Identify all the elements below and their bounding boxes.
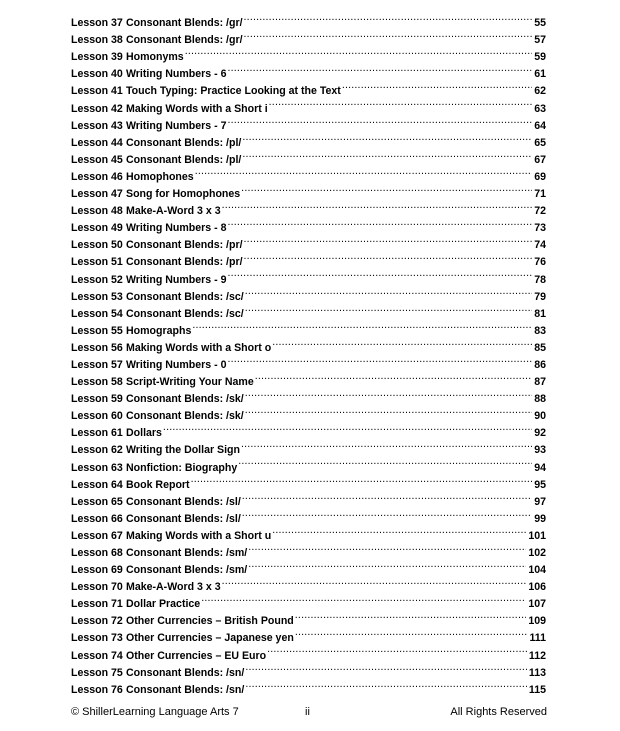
toc-page-number: 59 bbox=[534, 51, 546, 64]
toc-lesson-number: Lesson 73 bbox=[71, 632, 123, 645]
toc-lesson-title: Consonant Blends: /gr/ bbox=[126, 34, 243, 47]
toc-lesson-number: Lesson 42 bbox=[71, 102, 123, 115]
toc-dot-leader bbox=[342, 77, 532, 94]
toc-page-number: 97 bbox=[534, 495, 546, 508]
toc-page-number: 73 bbox=[534, 222, 546, 235]
toc-page-number: 64 bbox=[534, 119, 546, 132]
toc-page-number: 104 bbox=[528, 564, 546, 577]
toc-lesson-number: Lesson 51 bbox=[71, 256, 123, 269]
toc-lesson-title: Homonyms bbox=[126, 51, 184, 64]
toc-lesson-number: Lesson 67 bbox=[71, 529, 123, 542]
toc-lesson-number: Lesson 43 bbox=[71, 119, 123, 132]
toc-lesson-number: Lesson 48 bbox=[71, 205, 123, 218]
toc-lesson-number: Lesson 69 bbox=[71, 564, 123, 577]
toc-lesson-number: Lesson 54 bbox=[71, 307, 123, 320]
toc-lesson-title: Dollars bbox=[126, 427, 162, 440]
toc-dot-leader bbox=[245, 402, 532, 419]
toc-lesson-title: Consonant Blends: /sm/ bbox=[126, 547, 248, 559]
toc-page-number: 65 bbox=[534, 136, 546, 149]
toc-page-number: 57 bbox=[534, 34, 546, 47]
toc-page-number: 86 bbox=[534, 358, 546, 371]
toc-dot-leader bbox=[295, 607, 527, 624]
toc-lesson-number: Lesson 53 bbox=[71, 290, 123, 303]
toc-lesson-title: Song for Homophones bbox=[126, 188, 241, 201]
toc-page-number: 102 bbox=[528, 547, 546, 559]
toc-lesson-number: Lesson 50 bbox=[71, 239, 123, 252]
toc-lesson-number: Lesson 46 bbox=[71, 170, 123, 183]
toc-page-number: 93 bbox=[534, 444, 546, 457]
toc-page-number: 79 bbox=[534, 290, 546, 303]
toc-lesson-title: Consonant Blends: /pl/ bbox=[126, 153, 242, 166]
toc-page-number: 109 bbox=[528, 615, 546, 628]
toc-dot-leader bbox=[245, 300, 532, 317]
toc-lesson-number: Lesson 37 bbox=[71, 17, 123, 30]
footer-copyright: © ShillerLearning Language Arts 7 bbox=[71, 706, 239, 718]
toc-dot-leader bbox=[222, 197, 533, 214]
toc-lesson-title: Touch Typing: Practice Looking at the Text bbox=[126, 85, 341, 98]
toc-page-number: 63 bbox=[534, 102, 546, 115]
toc-page-number: 81 bbox=[534, 307, 546, 320]
toc-lesson-number: Lesson 60 bbox=[71, 410, 123, 423]
toc-page-number: 69 bbox=[534, 170, 546, 183]
toc-lesson-number: Lesson 59 bbox=[71, 393, 123, 406]
toc-page-number: 95 bbox=[534, 478, 546, 491]
toc-lesson-title: Consonant Blends: /gr/ bbox=[126, 17, 243, 30]
toc-lesson-number: Lesson 38 bbox=[71, 34, 123, 47]
toc-page-number: 67 bbox=[534, 153, 546, 166]
toc-lesson-number: Lesson 76 bbox=[71, 683, 123, 696]
toc-lesson-title: Nonfiction: Biography bbox=[126, 461, 238, 474]
toc-page-number: 106 bbox=[528, 581, 546, 594]
toc-dot-leader bbox=[245, 676, 527, 693]
toc-page-number: 90 bbox=[534, 410, 546, 423]
toc-lesson-title: Homophones bbox=[126, 170, 194, 183]
toc-lesson-number: Lesson 71 bbox=[71, 598, 123, 611]
footer-rights: All Rights Reserved bbox=[450, 706, 547, 718]
toc-dot-leader bbox=[244, 26, 533, 43]
toc-lesson-number: Lesson 64 bbox=[71, 478, 123, 491]
toc-dot-leader bbox=[241, 436, 532, 453]
toc-lesson-title: Consonant Blends: /sl/ bbox=[126, 495, 241, 508]
toc-page-number: 115 bbox=[528, 683, 546, 696]
toc-lesson-number: Lesson 68 bbox=[71, 547, 123, 559]
toc-lesson-number: Lesson 65 bbox=[71, 495, 123, 508]
toc-lesson-number: Lesson 74 bbox=[71, 649, 123, 662]
toc-dot-leader bbox=[227, 112, 532, 129]
toc-page-number: 94 bbox=[534, 461, 546, 474]
toc-page-number: 101 bbox=[528, 529, 546, 542]
toc-page-number: 88 bbox=[534, 393, 546, 406]
toc-page-number: 111 bbox=[529, 632, 546, 645]
toc-dot-leader bbox=[269, 94, 533, 111]
toc-dot-leader bbox=[185, 43, 533, 60]
toc-dot-leader bbox=[191, 471, 533, 488]
toc-lesson-number: Lesson 61 bbox=[71, 427, 123, 440]
toc-dot-leader bbox=[267, 641, 527, 658]
toc-lesson-number: Lesson 70 bbox=[71, 581, 123, 594]
toc-lesson-number: Lesson 66 bbox=[71, 512, 123, 525]
toc-lesson-title: Writing Numbers - 0 bbox=[126, 358, 227, 371]
toc-dot-leader bbox=[248, 539, 526, 556]
toc-page-number: 62 bbox=[534, 85, 546, 98]
toc-dot-leader bbox=[242, 505, 532, 522]
toc-lesson-title: Consonant Blends: /sl/ bbox=[126, 512, 241, 525]
toc-lesson-title: Homographs bbox=[126, 324, 192, 337]
toc-dot-leader bbox=[245, 283, 532, 300]
toc-lesson-title: Writing Numbers - 9 bbox=[126, 273, 227, 286]
toc-dot-leader bbox=[192, 317, 532, 334]
table-of-contents bbox=[71, 9, 546, 696]
toc-dot-leader bbox=[295, 624, 528, 641]
toc-lesson-title: Writing Numbers - 8 bbox=[126, 222, 227, 235]
toc-lesson-number: Lesson 75 bbox=[71, 666, 123, 679]
toc-page-number: 78 bbox=[534, 273, 546, 286]
toc-dot-leader bbox=[227, 265, 532, 282]
toc-lesson-title: Writing Numbers - 7 bbox=[126, 119, 227, 132]
toc-dot-leader bbox=[244, 9, 533, 26]
toc-lesson-title: Consonant Blends: /pr/ bbox=[126, 239, 243, 252]
toc-lesson-title: Writing Numbers - 6 bbox=[126, 68, 227, 81]
toc-dot-leader bbox=[244, 248, 533, 265]
toc-lesson-number: Lesson 58 bbox=[71, 376, 123, 389]
toc-page-number: 85 bbox=[534, 341, 546, 354]
toc-dot-leader bbox=[248, 556, 526, 573]
toc-lesson-title: Writing the Dollar Sign bbox=[126, 444, 240, 457]
toc-lesson-title: Other Currencies – EU Euro bbox=[126, 649, 267, 662]
toc-dot-leader bbox=[255, 368, 532, 385]
toc-page-number: 61 bbox=[534, 68, 546, 81]
toc-lesson-number: Lesson 41 bbox=[71, 85, 123, 98]
footer-page-number: ii bbox=[305, 706, 310, 718]
toc-page-number: 87 bbox=[534, 376, 546, 389]
toc-dot-leader bbox=[272, 522, 526, 539]
toc-lesson-title: Book Report bbox=[126, 478, 190, 491]
toc-dot-leader bbox=[201, 590, 526, 607]
toc-lesson-title: Consonant Blends: /pr/ bbox=[126, 256, 243, 269]
toc-page-number: 71 bbox=[534, 188, 546, 201]
toc-lesson-title: Consonant Blends: /sk/ bbox=[126, 393, 244, 406]
toc-lesson-title: Consonant Blends: /sm/ bbox=[126, 564, 248, 577]
toc-lesson-title: Other Currencies – Japanese yen bbox=[126, 632, 294, 645]
toc-lesson-title: Make-A-Word 3 x 3 bbox=[126, 205, 221, 218]
toc-dot-leader bbox=[244, 231, 533, 248]
toc-lesson-number: Lesson 47 bbox=[71, 188, 123, 201]
toc-lesson-title: Making Words with a Short u bbox=[126, 529, 272, 542]
toc-lesson-title: Consonant Blends: /pl/ bbox=[126, 136, 242, 149]
toc-dot-leader bbox=[227, 214, 532, 231]
toc-lesson-title: Consonant Blends: /sn/ bbox=[126, 666, 245, 679]
toc-dot-leader bbox=[227, 60, 532, 77]
toc-lesson-number: Lesson 57 bbox=[71, 358, 123, 371]
toc-entry[interactable] bbox=[71, 9, 546, 30]
toc-lesson-number: Lesson 56 bbox=[71, 341, 123, 354]
toc-page-number: 99 bbox=[534, 512, 546, 525]
toc-dot-leader bbox=[242, 129, 532, 146]
page-footer bbox=[71, 704, 547, 720]
toc-page-number: 76 bbox=[534, 256, 546, 269]
toc-lesson-number: Lesson 62 bbox=[71, 444, 123, 457]
toc-page-number: 55 bbox=[534, 17, 546, 30]
toc-lesson-title: Making Words with a Short o bbox=[126, 341, 272, 354]
toc-lesson-number: Lesson 40 bbox=[71, 68, 123, 81]
toc-lesson-title: Make-A-Word 3 x 3 bbox=[126, 581, 221, 594]
toc-lesson-title: Consonant Blends: /sc/ bbox=[126, 290, 244, 303]
toc-page-number: 107 bbox=[528, 598, 546, 611]
toc-dot-leader bbox=[163, 419, 532, 436]
toc-page-number: 83 bbox=[534, 324, 546, 337]
toc-page-number: 72 bbox=[534, 205, 546, 218]
toc-dot-leader bbox=[242, 146, 532, 163]
toc-dot-leader bbox=[222, 573, 527, 590]
toc-lesson-title: Making Words with a Short i bbox=[126, 102, 268, 115]
toc-dot-leader bbox=[272, 334, 532, 351]
toc-lesson-number: Lesson 39 bbox=[71, 51, 123, 64]
toc-dot-leader bbox=[245, 659, 527, 676]
toc-lesson-title: Script-Writing Your Name bbox=[126, 376, 254, 389]
toc-page-number: 74 bbox=[534, 239, 546, 252]
toc-lesson-number: Lesson 72 bbox=[71, 615, 123, 628]
toc-lesson-number: Lesson 44 bbox=[71, 136, 123, 149]
toc-dot-leader bbox=[241, 180, 532, 197]
toc-lesson-title: Dollar Practice bbox=[126, 598, 201, 611]
toc-dot-leader bbox=[245, 385, 532, 402]
toc-page-number: 113 bbox=[528, 666, 546, 679]
toc-dot-leader bbox=[238, 453, 532, 470]
toc-lesson-number: Lesson 52 bbox=[71, 273, 123, 286]
toc-dot-leader bbox=[195, 163, 533, 180]
toc-dot-leader bbox=[242, 488, 532, 505]
toc-lesson-title: Consonant Blends: /sc/ bbox=[126, 307, 244, 320]
toc-lesson-number: Lesson 63 bbox=[71, 461, 123, 474]
toc-lesson-number: Lesson 49 bbox=[71, 222, 123, 235]
toc-lesson-title: Consonant Blends: /sn/ bbox=[126, 683, 245, 696]
toc-page-number: 92 bbox=[534, 427, 546, 440]
toc-lesson-title: Consonant Blends: /sk/ bbox=[126, 410, 244, 423]
toc-page-number: 112 bbox=[528, 649, 546, 662]
toc-lesson-title: Other Currencies – British Pound bbox=[126, 615, 294, 628]
toc-lesson-number: Lesson 45 bbox=[71, 153, 123, 166]
toc-dot-leader bbox=[227, 351, 532, 368]
toc-lesson-number: Lesson 55 bbox=[71, 324, 123, 337]
